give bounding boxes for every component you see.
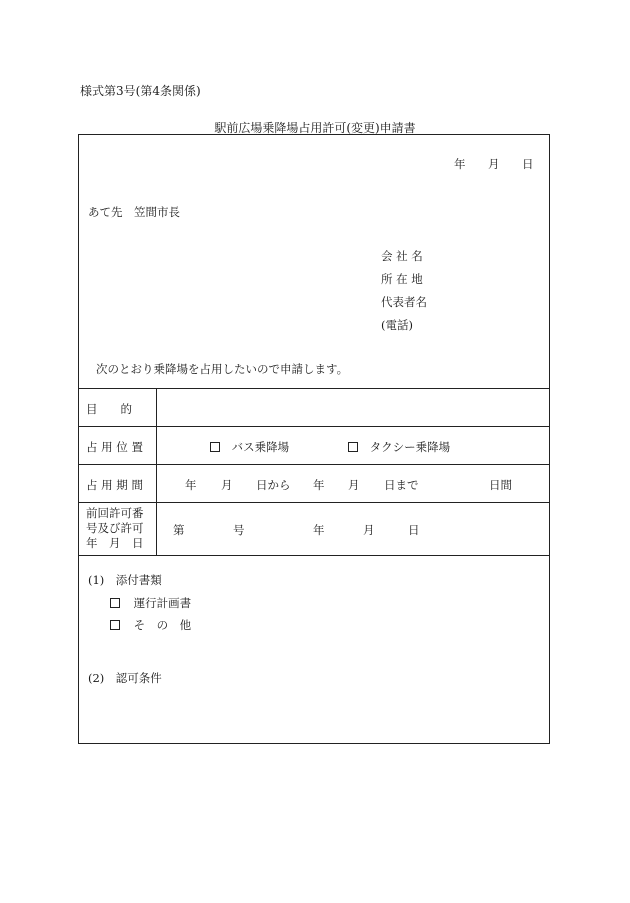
previous-permit-label-line: 号及び許可 — [86, 521, 144, 535]
attachment-label: 運行計画書 — [133, 596, 192, 610]
attachment-checkbox[interactable] — [110, 598, 120, 608]
phone-label: (電話) — [381, 318, 413, 332]
application-statement: 次のとおり乗降場を占用したいので申請します。 — [96, 362, 349, 376]
purpose-label: 目 的 — [86, 402, 132, 416]
document-title: 駅前広場乗降場占用許可(変更)申請書 — [214, 121, 416, 135]
row-divider — [78, 502, 550, 503]
previous-permit-label-line: 前回許可番 — [86, 506, 144, 520]
previous-permit-label — [86, 506, 144, 551]
attachment-item[interactable] — [110, 595, 191, 611]
column-divider — [156, 388, 157, 555]
period-year-from: 年 — [185, 478, 197, 492]
period-year-to: 年 — [313, 478, 325, 492]
application-form-frame — [78, 134, 550, 744]
date-day: 日 — [522, 157, 534, 171]
date-month: 月 — [488, 157, 500, 171]
taxi-stop-option[interactable] — [348, 439, 450, 455]
row-divider — [78, 464, 550, 465]
period-month-from: 月 — [221, 478, 233, 492]
date-year: 年 — [454, 157, 466, 171]
bus-stop-option[interactable] — [210, 439, 289, 455]
previous-permit-dai: 第 — [173, 523, 185, 537]
period-days: 日間 — [489, 478, 512, 492]
taxi-stop-checkbox[interactable] — [348, 442, 358, 452]
attachments-heading: (1) 添付書類 — [88, 573, 162, 587]
previous-permit-day: 日 — [408, 523, 420, 537]
period-month-to: 月 — [348, 478, 360, 492]
conditions-heading: (2) 認可条件 — [88, 671, 162, 685]
location-label: 占 用 位 置 — [86, 440, 143, 454]
taxi-stop-label: タクシー乗降場 — [369, 440, 451, 454]
attachment-checkbox[interactable] — [110, 620, 120, 630]
period-day-to: 日まで — [384, 478, 419, 492]
previous-permit-month: 月 — [363, 523, 375, 537]
representative-label: 代表者名 — [381, 295, 427, 309]
row-divider — [78, 426, 550, 427]
attachment-label: そ の 他 — [133, 618, 192, 632]
addressee: あて先 笠間市長 — [88, 205, 180, 219]
period-label: 占 用 期 間 — [86, 478, 143, 492]
attachment-item[interactable] — [110, 617, 191, 633]
previous-permit-go: 号 — [233, 523, 245, 537]
bus-stop-label: バス乗降場 — [231, 440, 290, 454]
previous-permit-label-line: 年 月 日 — [86, 536, 144, 550]
row-divider — [78, 555, 550, 556]
company-address-label: 所 在 地 — [381, 272, 423, 286]
form-number: 様式第3号(第4条関係) — [80, 84, 201, 98]
bus-stop-checkbox[interactable] — [210, 442, 220, 452]
period-day-from: 日から — [256, 478, 291, 492]
company-name-label: 会 社 名 — [381, 249, 423, 263]
row-divider — [78, 388, 550, 389]
previous-permit-year: 年 — [313, 523, 325, 537]
